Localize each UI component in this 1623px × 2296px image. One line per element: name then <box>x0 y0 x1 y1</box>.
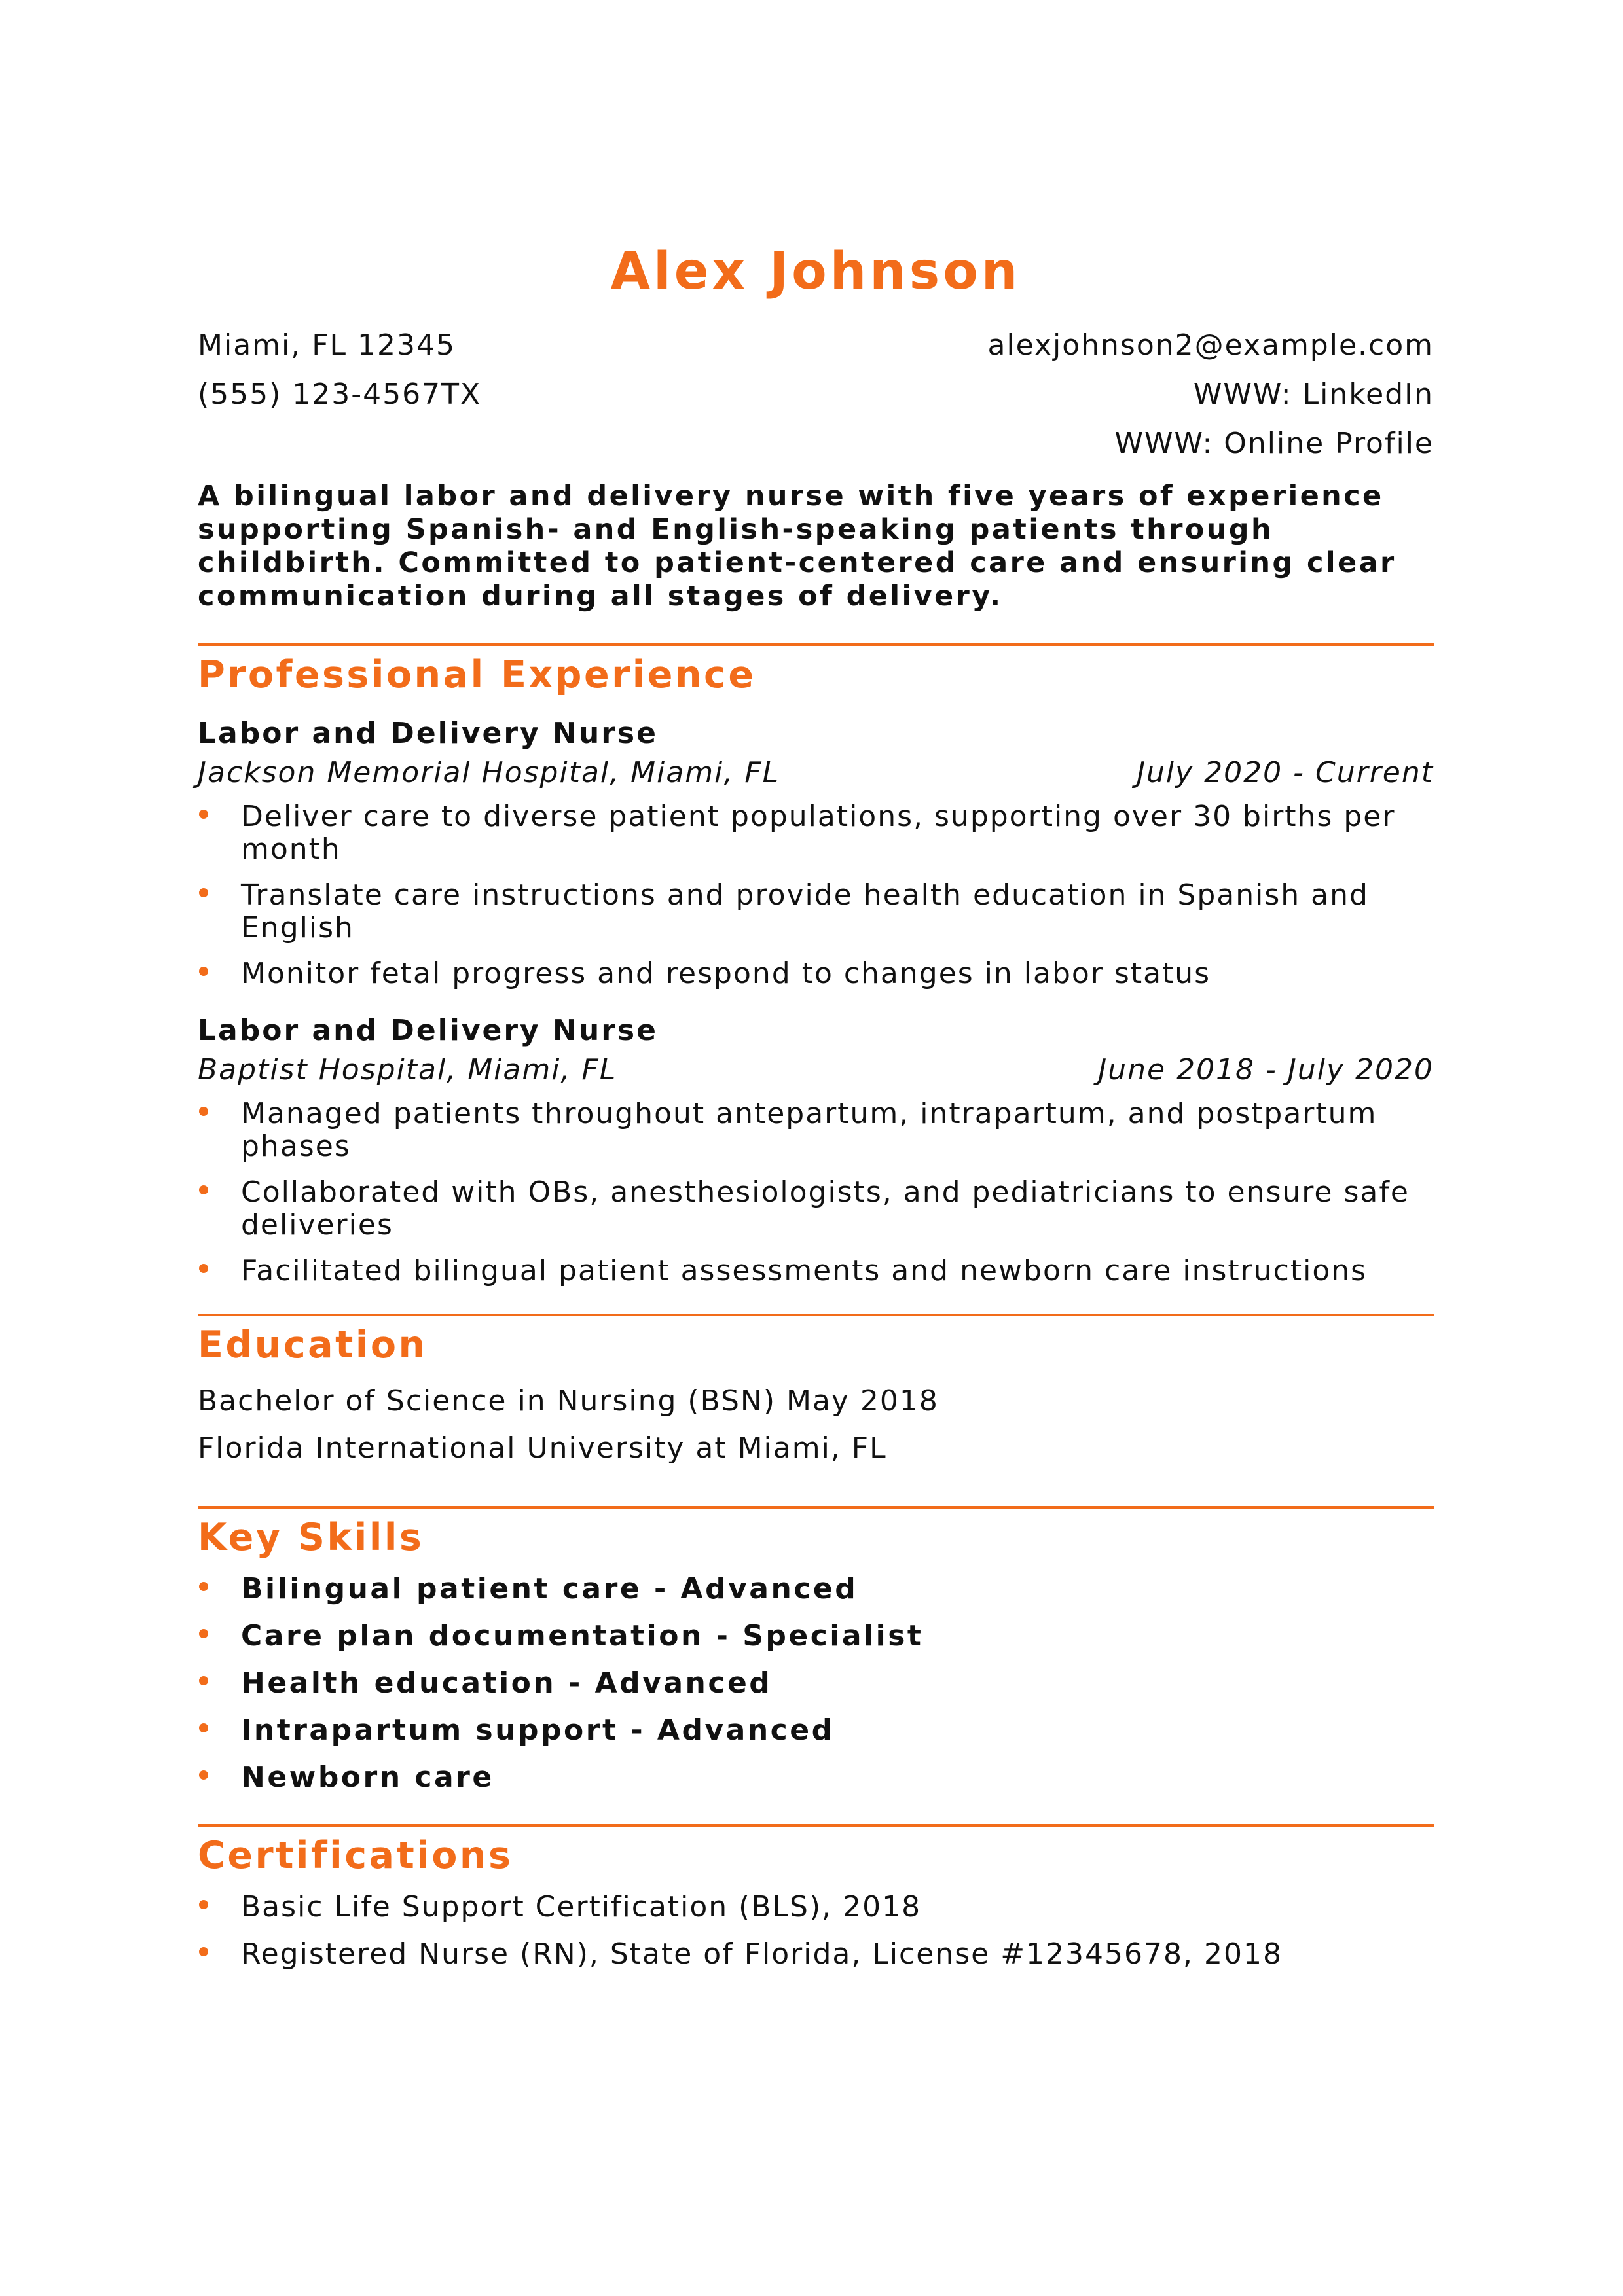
job-entry <box>198 714 1434 990</box>
education-entry <box>198 1378 1434 1472</box>
section-title-certifications: Certifications <box>198 1834 513 1877</box>
list-item: Registered Nurse (RN), State of Florida, License #12345678, 2018 <box>198 1938 1434 1971</box>
bullet-icon <box>199 1185 208 1194</box>
job-meta <box>198 753 1434 793</box>
job-dates: June 2018 - July 2020 <box>1098 1053 1434 1086</box>
job-bullets <box>198 800 1434 990</box>
bullet-icon <box>199 810 208 819</box>
bullet-icon <box>199 1107 208 1116</box>
location: Miami, FL 12345 <box>198 329 456 362</box>
bullet-icon <box>199 888 208 897</box>
section-divider <box>198 1824 1434 1827</box>
email-link[interactable]: alexjohnson2@example.com <box>987 329 1434 362</box>
list-item: Translate care instructions and provide health education in Spanish and English <box>198 879 1434 944</box>
list-item: Deliver care to diverse patient populations, supporting over 30 births per month <box>198 800 1434 866</box>
list-item: Collaborated with OBs, anesthesiologists, and pediatricians to ensure safe deliveries <box>198 1176 1434 1242</box>
list-item: Managed patients throughout antepartum, intrapartum, and postpartum phases <box>198 1098 1434 1163</box>
candidate-name: Alex Johnson <box>610 242 1021 301</box>
list-item: Bilingual patient care - Advanced <box>198 1573 1434 1605</box>
bullet-icon <box>199 1264 208 1273</box>
bullet-icon <box>199 1723 208 1732</box>
contact-block <box>198 321 1434 468</box>
list-item: Health education - Advanced <box>198 1667 1434 1700</box>
list-item: Intrapartum support - Advanced <box>198 1714 1434 1747</box>
employer: Jackson Memorial Hospital, Miami, FL <box>198 756 780 789</box>
section-title-education: Education <box>198 1323 428 1367</box>
phone: (555) 123-4567TX <box>198 378 482 411</box>
list-item: Newborn care <box>198 1761 1434 1794</box>
bullet-icon <box>199 1900 208 1909</box>
employer: Baptist Hospital, Miami, FL <box>198 1053 617 1086</box>
job-title: Labor and Delivery Nurse <box>198 717 658 750</box>
list-item: Basic Life Support Certification (BLS), 2018 <box>198 1891 1434 1924</box>
certifications-list <box>198 1891 1434 1971</box>
job-entry <box>198 1011 1434 1287</box>
professional-summary: A bilingual labor and delivery nurse with five years of experience supporting Spanish- and English-speaking patients through childbirth. Committed to patient-centered care and ensuring clear communication during all stages of delivery. <box>198 480 1396 613</box>
section-title-experience: Professional Experience <box>198 653 756 696</box>
degree: Bachelor of Science in Nursing (BSN) May 2018 <box>198 1384 939 1418</box>
online-profile-link[interactable]: WWW: Online Profile <box>1114 427 1434 460</box>
section-divider <box>198 1314 1434 1316</box>
list-item: Monitor fetal progress and respond to changes in labor status <box>198 958 1434 990</box>
bullet-icon <box>199 1629 208 1638</box>
contact-left <box>198 321 481 468</box>
bullet-icon <box>199 967 208 976</box>
list-item: Facilitated bilingual patient assessments and newborn care instructions <box>198 1255 1434 1287</box>
section-divider <box>198 1506 1434 1509</box>
bullet-icon <box>199 1770 208 1780</box>
job-dates: July 2020 - Current <box>1137 756 1434 789</box>
skills-list <box>198 1573 1434 1794</box>
job-title: Labor and Delivery Nurse <box>198 1014 658 1047</box>
list-item: Care plan documentation - Specialist <box>198 1620 1434 1653</box>
resume-page <box>198 236 1434 1971</box>
job-meta <box>198 1050 1434 1090</box>
bullet-icon <box>199 1947 208 1956</box>
job-bullets <box>198 1098 1434 1287</box>
bullet-icon <box>199 1676 208 1685</box>
school: Florida International University at Miami, FL <box>198 1431 887 1465</box>
section-divider <box>198 643 1434 646</box>
bullet-icon <box>199 1582 208 1591</box>
section-title-skills: Key Skills <box>198 1516 424 1559</box>
contact-right <box>987 321 1434 468</box>
linkedin-link[interactable]: WWW: LinkedIn <box>1193 378 1434 411</box>
